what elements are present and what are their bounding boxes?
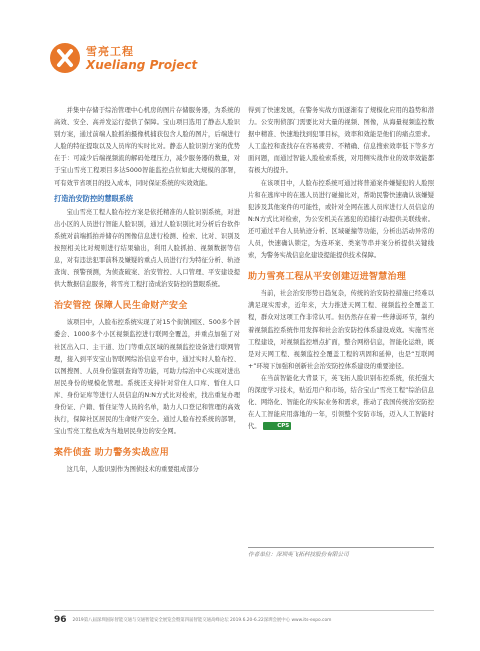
subheading-blue: 打造治安防控的慧眼系统 — [54, 193, 134, 203]
footer-text: 2019第八届深圳国际智能交通与交通智能安全展览会暨第四届智能交通高峰论坛 2019.6.20-6.22深圳会展中心 www.its-expo.com — [72, 618, 332, 623]
paragraph: 当前，社会治安形势日趋复杂，传统的治安防控措施已经难以满足现实需求，近年来，大力推进天网工程、视频监控全覆盖工程，群众对这项工作非常认可。但仍然存在着一些薄弱环节，制约着视频监控系统作用发挥和社会治安防控体系建设成效。实施雪亮工程建设，对视频监控增点扩面，整合网格信息，智能化运维，既是对天网工程、视频监控全覆盖工程的巩固和延伸，也是“互联网+”环境下加强和创新社会治安防控体系建设的重要途径。 — [248, 290, 434, 370]
article-header — [50, 42, 197, 74]
paragraph: 得到了快速发展，在警务实战方面逐渐有了规模化应用的趋势和潜力。公安刑侦部门需要比对大量的视频、图像，从海量视频监控数据中精准、快速地找到犯罪目标，效率和效能是他们的痛点需求。人工监控和查找存在容易疲劳、不精确、信息搜索效率低下等多方面问题，而通过智能人脸检索系统，对用侧实战作业的效率效能都有极大的提升。 — [248, 107, 434, 175]
section-title-cn: 雪亮工程 — [86, 44, 134, 58]
page-footer — [54, 610, 434, 625]
page-number: 96 — [54, 615, 67, 625]
paragraph — [248, 373, 434, 433]
paragraph: 在该项目中，人脸布控系统可通过将普通案件嫌疑犯的人脸照片和在逃库中的在逃人员进行碰撞比对，帮助民警快速确认该嫌疑犯涉及其他案件的可能性，或针对全网在逃人员库进行人员信息的N:N方式比对检索，为公安机关在逃犯的追捕行动提供关联线索。还可通过平台人员轨迹分析、区域碰撞等功能，分析出活动异常的人员，快速确认锁定，为连环案、类案等串并案分析提供关键线索，为警务实战信息化建设提能提供技术保障。 — [248, 179, 434, 260]
paragraph: 这几年，人脸识别作为图侦技术的重要组成部分 — [66, 466, 199, 474]
subheading-orange: 案件侦查 助力警务实战应用 — [54, 448, 170, 459]
right-column — [248, 105, 434, 433]
left-column — [54, 105, 240, 476]
end-mark-icon: CPS — [263, 422, 292, 430]
paragraph: 该项目中，人脸布控系统实现了对15个街镇园区、500多个居委会、1000多个小区视频监控进行联网全覆盖，并重点加强了对社区出入口、主干道、边门等重点区域的视频监控设备进行联网管理，接入到平安宝山智联网综治信息平台中，通过实时人脸布控、以图搜图、人员身份鉴别查询等功能，可助力综治中心实现对进出居民身份的规模化管理。系统还支持针对常住人口库、暂住人口库、身份证库等进行人员信息的N:N方式比对检索，找出重复办理身份证、户籍、暂住证等人员的名单，助力人口登记和管理的高效执行，保障社区居民的生命财产安全。通过人脸布控系统的部署，宝山雪亮工程也成为当地居民身边的安全网。 — [54, 319, 240, 436]
author-affiliation: 作者单位：深圳英飞拓科技股份有限公司 — [248, 547, 434, 558]
section-title-en: Xueliang Project — [86, 57, 198, 72]
section-title — [86, 46, 197, 71]
subheading-orange: 助力雪亮工程从平安创建迈进智慧治理 — [248, 272, 407, 283]
paragraph: 宝山雪亮工程人脸布控方案是依托精准的人脸识别系统，对进出小区的人员进行智能人脸识别，通过人脸识别比对分析后台软件系统对前端抓拍并储存的图像信息进行检测、检索、比对、识别及按照相关比对规则进行结果输出，利用人脸抓拍、视频数据等信息，对有违法犯罪前科及嫌疑的重点人员进行行为特征分析、轨迹查询、预警预测，为侦查破案、治安管控、人口管理、平安建设提供大数据信息服务，将雪亮工程打造成治安防控的慧眼系统。 — [54, 208, 240, 289]
x-logo-icon — [50, 43, 80, 73]
paragraph-text: 在当前智能化大背景下，英飞拓人脸识别布控系统，依托强大的深度学习技术，贴近用户和市场，结合宝山“雪亮工程”综治信息化、网络化、智能化的实际业务和需求，推动了我国传统治安防控在人工智能应用落地的一年，引领整个安防市场，迈入人工智能时代。 — [248, 374, 434, 431]
subheading-orange: 治安管控 保障人民生命财产安全 — [54, 301, 188, 312]
paragraph: 并集中存储于综治管理中心机房的图片存储服务器，为系统的高效、安全、高并发运行提供了保障。宝山项目选用了静态人脸识别方案，通过前端人脸抓拍摄像机捕获包含人脸的图片，后端进行人脸的特征提取以及人员库的实时比对。静态人脸识别方案的优势在于：可减少后端视频流的解码处理压力，减少服务器的数量，对于宝山雪亮工程项目多达5000智能监控点位如此大规模的部署，可有效节省项目的投入成本，同时保证系统的实效效能。 — [54, 107, 240, 187]
